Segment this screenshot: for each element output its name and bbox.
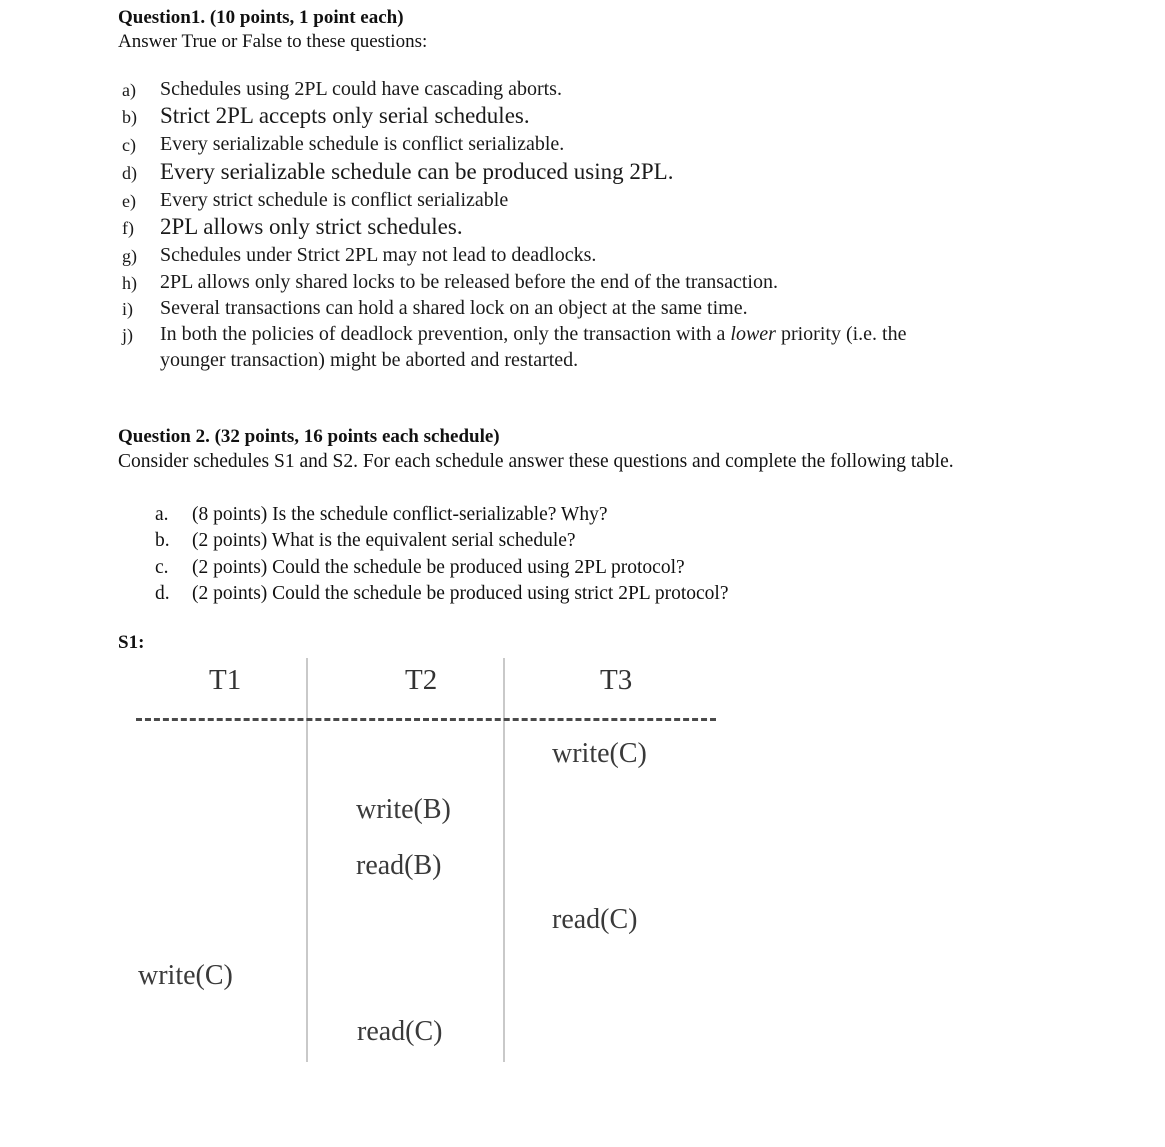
item-label: a. (155, 504, 169, 525)
schedule-label: S1: (118, 632, 145, 653)
question2-intro: Consider schedules S1 and S2. For each schedule answer these questions and complete the following table. (118, 451, 954, 472)
item-text: (2 points) What is the equivalent serial schedule? (192, 530, 576, 551)
item-label: b. (155, 530, 170, 551)
schedule-operation: read(C) (552, 904, 638, 935)
item-text: (2 points) Could the schedule be produced using 2PL protocol? (192, 557, 685, 578)
item-text: Schedules using 2PL could have cascading aborts. (160, 78, 562, 100)
item-label: b) (122, 107, 137, 127)
schedule-operation: read(B) (356, 850, 442, 881)
schedule-operation: write(B) (356, 794, 451, 825)
schedule-operation: write(C) (138, 960, 233, 991)
item-text: Strict 2PL accepts only serial schedules. (160, 103, 530, 128)
item-label: g) (122, 246, 137, 266)
item-label: a) (122, 80, 136, 100)
item-label: c. (155, 557, 169, 578)
item-text: Every serializable schedule is conflict serializable. (160, 133, 565, 155)
item-text-continued: younger transaction) might be aborted and restarted. (160, 349, 579, 371)
item-label: f) (122, 218, 134, 238)
column-header-t2: T2 (405, 664, 438, 696)
schedule-operation: read(C) (357, 1016, 443, 1047)
item-text: Every serializable schedule can be produced using 2PL. (160, 159, 674, 184)
question1-instruction: Answer True or False to these questions: (118, 31, 428, 52)
schedule-operation: write(C) (552, 738, 647, 769)
item-text: Schedules under Strict 2PL may not lead to deadlocks. (160, 244, 597, 266)
item-label: d) (122, 163, 137, 183)
item-label: i) (122, 299, 133, 319)
item-text: Every strict schedule is conflict serializable (160, 189, 509, 211)
item-text: 2PL allows only shared locks to be released before the end of the transaction. (160, 271, 778, 293)
item-label: c) (122, 135, 136, 155)
item-text-start: In both the policies of deadlock prevention, only the transaction with a (160, 323, 731, 345)
item-text: Several transactions can hold a shared lock on an object at the same time. (160, 297, 748, 319)
item-label: e) (122, 191, 136, 211)
item-text: (8 points) Is the schedule conflict-serializable? Why? (192, 504, 608, 525)
question2-heading: Question 2. (32 points, 16 points each schedule) (118, 426, 500, 447)
item-text: 2PL allows only strict schedules. (160, 214, 463, 239)
column-header-t1: T1 (209, 664, 242, 696)
item-text-emphasis: lower (730, 323, 776, 345)
item-label: j) (122, 325, 133, 345)
schedule-s1-table (118, 650, 718, 1070)
question1-heading: Question1. (10 points, 1 point each) (118, 7, 404, 28)
item-text (160, 323, 907, 346)
item-label: h) (122, 273, 137, 293)
item-text: (2 points) Could the schedule be produced using strict 2PL protocol? (192, 583, 729, 604)
header-divider (136, 718, 716, 721)
column-header-t3: T3 (600, 664, 633, 696)
item-text-end: priority (i.e. the (775, 323, 907, 345)
item-label: d. (155, 583, 170, 604)
